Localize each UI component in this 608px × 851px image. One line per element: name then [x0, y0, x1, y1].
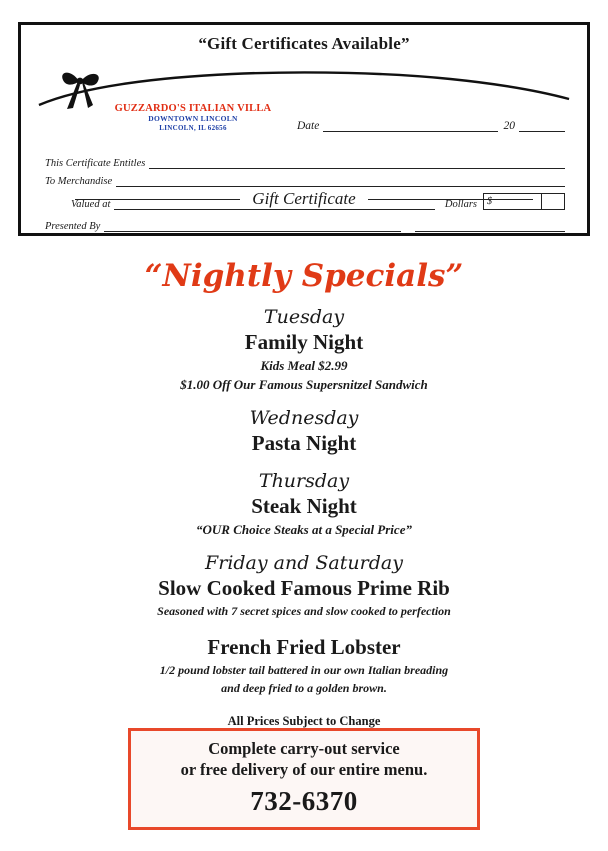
restaurant-logo	[103, 103, 283, 132]
carryout-line-1: Complete carry-out service	[208, 739, 400, 758]
special-note-tuesday-2: $1.00 Off Our Famous Supersnitzel Sandwich	[180, 377, 428, 392]
logo-restaurant-name: GUZZARDO'S ITALIAN VILLA	[114, 103, 272, 114]
phone-number[interactable]: 732-6370	[250, 786, 358, 817]
carryout-line-2: or free delivery of our entire menu.	[180, 759, 428, 779]
special-day-tuesday: Tuesday	[263, 306, 345, 328]
amount-box-divider	[541, 194, 542, 209]
dollars-label: Dollars	[444, 199, 477, 210]
date-label: Date	[297, 120, 320, 132]
gift-certificate-title: “Gift Certificates Available”	[198, 34, 410, 53]
dollar-sign: $	[487, 196, 492, 207]
special-day-thursday: Thursday	[258, 470, 350, 492]
year-prefix-label: 20	[503, 120, 515, 132]
merchandise-label: To Merchandise	[45, 176, 113, 187]
entitles-field-row	[45, 157, 565, 169]
special-note-lobster-2: and deep fried to a golden brown.	[221, 681, 387, 695]
ribbon-bow-icon	[57, 67, 105, 111]
presented-by-secondary-line-wrap	[415, 220, 565, 232]
logo-address-line: LINCOLN, IL 62656	[159, 123, 227, 132]
special-dish-thursday: Steak Night	[251, 494, 357, 518]
entitles-write-line[interactable]	[149, 157, 565, 169]
special-note-thursday-1: “OUR Choice Steaks at a Special Price”	[196, 522, 412, 537]
gift-certificate-footer-text: Gift Certificate	[252, 189, 356, 208]
presented-by-write-line[interactable]	[104, 220, 401, 232]
special-dish-tuesday: Family Night	[244, 330, 364, 354]
gift-certificate-body	[35, 65, 573, 232]
special-dish-wednesday: Pasta Night	[251, 431, 357, 455]
special-day-wednesday: Wednesday	[249, 407, 359, 429]
carryout-callout-box	[128, 728, 480, 830]
special-note-prime-rib-1: Seasoned with 7 secret spices and slow cooked to perfection	[157, 604, 451, 618]
gift-certificate-footer	[75, 189, 533, 209]
footer-rule-right	[368, 198, 533, 200]
footer-rule-left	[75, 198, 240, 200]
nightly-specials-list	[0, 306, 608, 729]
valued-at-label: Valued at	[71, 199, 111, 210]
entitles-label: This Certificate Entitles	[45, 158, 146, 169]
special-day-friday-saturday: Friday and Saturday	[205, 552, 403, 574]
date-write-line[interactable]	[323, 120, 497, 132]
merchandise-field-row	[45, 175, 565, 187]
special-dish-prime-rib: Slow Cooked Famous Prime Rib	[158, 576, 450, 600]
year-write-line[interactable]	[519, 120, 565, 132]
date-field-row	[297, 120, 565, 132]
special-dish-lobster: French Fried Lobster	[207, 635, 401, 659]
special-note-lobster-1: 1/2 pound lobster tail battered in our own Italian breading	[159, 663, 449, 677]
merchandise-write-line[interactable]	[116, 175, 565, 187]
presented-by-field-row	[45, 220, 565, 232]
logo-city-line: DOWNTOWN LINCOLN	[148, 114, 238, 124]
price-disclaimer: All Prices Subject to Change	[227, 714, 381, 728]
gift-certificate-card	[18, 22, 590, 236]
presented-by-secondary-line[interactable]	[415, 220, 565, 232]
presented-by-label: Presented By	[45, 221, 101, 232]
special-note-tuesday-1: Kids Meal $2.99	[260, 358, 348, 373]
nightly-specials-heading: “Nightly Specials”	[144, 258, 464, 294]
